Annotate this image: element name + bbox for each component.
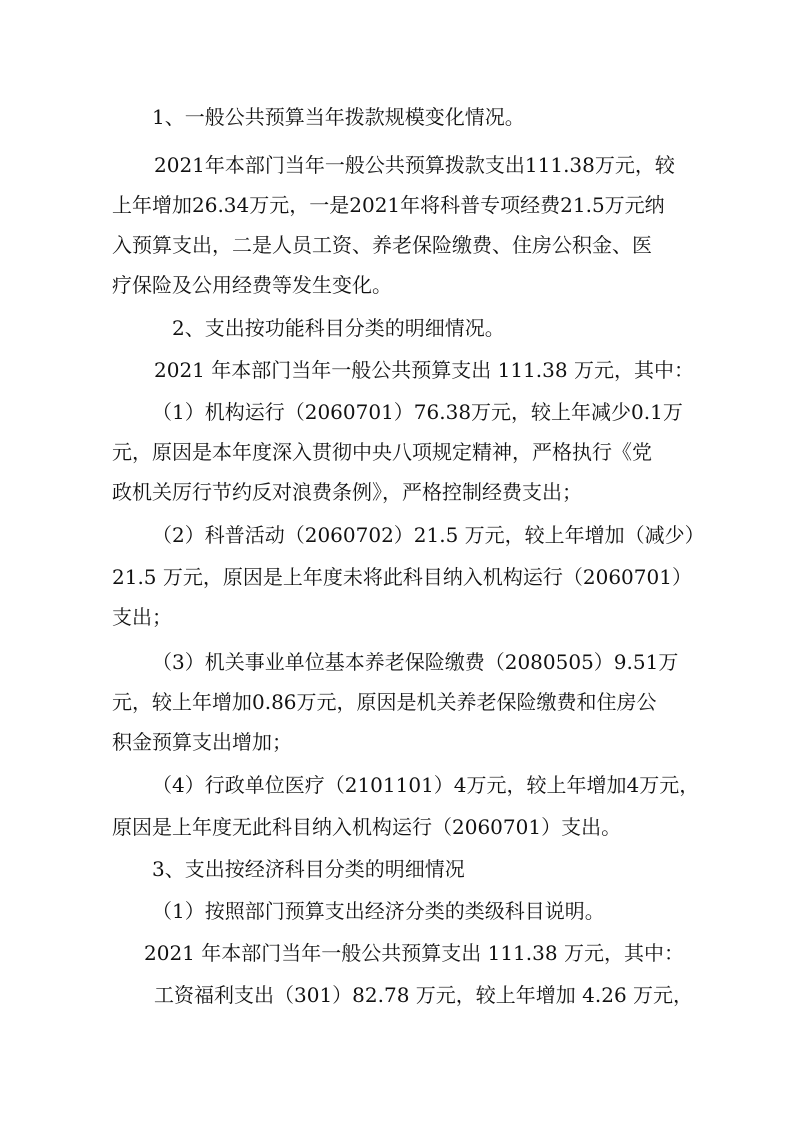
- list-item-4: （4）行政单位医疗（2101101）4万元，较上年增加4万元，: [152, 773, 700, 797]
- paragraph-line: 入预算支出，二是人员工资、养老保险缴费、住房公积金、医: [112, 233, 652, 257]
- paragraph-line: 2021年本部门当年一般公共预算拨款支出111.38万元，较: [154, 153, 675, 177]
- paragraph-line: 元，原因是本年度深入贯彻中央八项规定精神，严格执行《党: [112, 440, 652, 464]
- heading-2: 2、支出按功能科目分类的明细情况。: [172, 316, 505, 340]
- paragraph-line: 疗保险及公用经费等发生变化。: [112, 273, 392, 297]
- paragraph-line: 支出；: [112, 605, 172, 629]
- paragraph-line: 政机关厉行节约反对浪费条例》，严格控制经费支出；: [112, 480, 582, 504]
- list-item-2: （2）科普活动（2060702）21.5 万元，较上年增加（减少）: [152, 523, 705, 547]
- heading-1: 1、一般公共预算当年拨款规模变化情况。: [152, 105, 525, 129]
- heading-3: 3、支出按经济科目分类的明细情况: [152, 857, 465, 881]
- list-item-5: （1）按照部门预算支出经济分类的类级科目说明。: [152, 899, 605, 923]
- list-item-3: （3）机关事业单位基本养老保险缴费（2080505）9.51万: [152, 650, 679, 674]
- paragraph-line: 21.5 万元，原因是上年度未将此科目纳入机构运行（2060701）: [112, 565, 692, 589]
- paragraph-line: 积金预算支出增加；: [112, 730, 292, 754]
- paragraph-line: 2021 年本部门当年一般公共预算支出 111.38 万元，其中：: [144, 941, 684, 965]
- paragraph-line: 2021 年本部门当年一般公共预算支出 111.38 万元，其中：: [154, 358, 694, 382]
- paragraph-line: 上年增加26.34万元，一是2021年将科普专项经费21.5万元纳: [112, 193, 665, 217]
- paragraph-line: 工资福利支出（301）82.78 万元，较上年增加 4.26 万元，: [154, 983, 694, 1007]
- paragraph-line: 元，较上年增加0.86万元，原因是机关养老保险缴费和住房公: [112, 690, 657, 714]
- list-item-1: （1）机构运行（2060701）76.38万元，较上年减少0.1万: [152, 400, 683, 424]
- paragraph-line: 原因是上年度无此科目纳入机构运行（2060701）支出。: [112, 815, 622, 839]
